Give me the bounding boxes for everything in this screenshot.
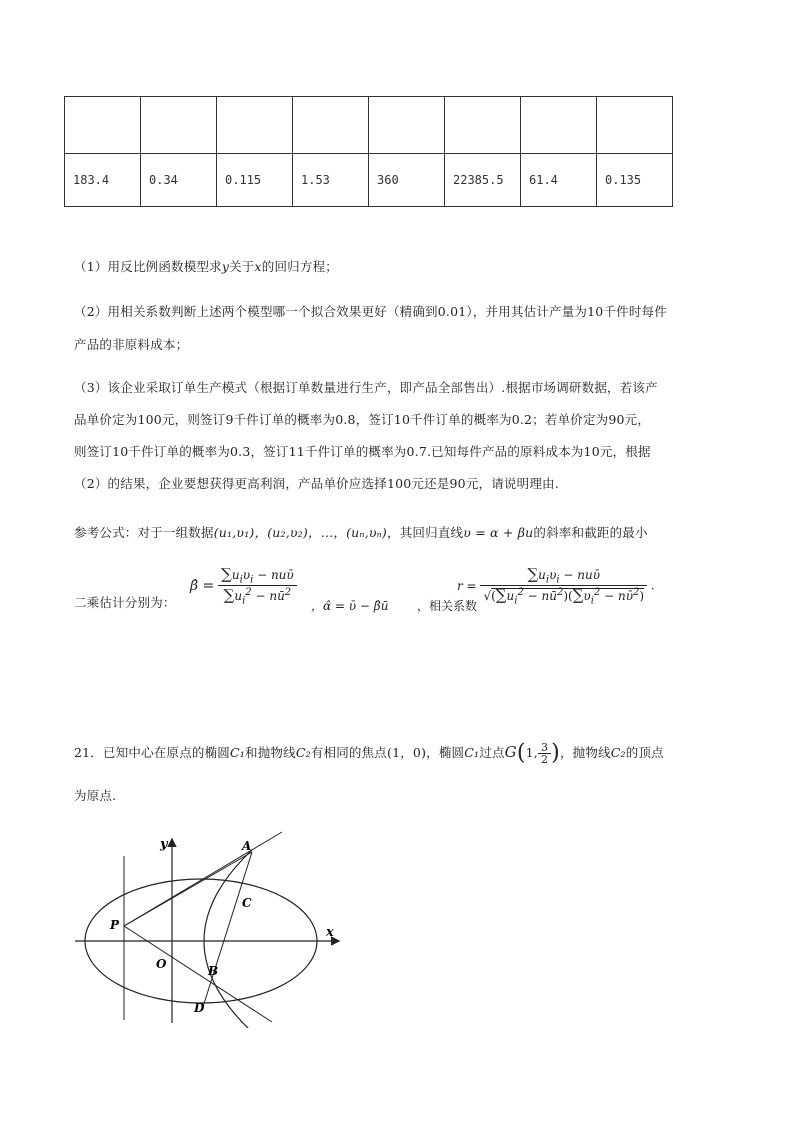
table-cell — [65, 97, 141, 154]
ellipse-parabola-figure — [60, 828, 360, 1028]
r-denominator: $√(\sum u_i^2$ − $nū^2)(\sum\upsilon_i^2$ − nῡ$^2$) — [483, 586, 645, 607]
r-label: r = — [457, 578, 477, 593]
table-cell: 1.53 — [293, 154, 369, 207]
reference-tail: 的斜率和截距的最小 — [533, 525, 648, 540]
reference-line-1 — [74, 527, 648, 540]
line-pa-inner — [124, 852, 252, 926]
table-cell — [597, 97, 673, 154]
table-value-row — [65, 154, 673, 207]
g-x: 1, — [525, 745, 538, 760]
beta-denominator: $\sum u_i^2$ − $nū^2$ — [223, 586, 292, 607]
table-cell: 183.4 — [65, 154, 141, 207]
data-table — [64, 96, 673, 207]
table-cell: 360 — [369, 154, 445, 207]
correlation-label: ，相关系数 — [417, 599, 478, 613]
question-3-line-3: 则签订10千件订单的概率为0.3，签订11千件订单的概率为0.7.已知每件产品的原料成本为10元，根据 — [74, 444, 651, 459]
label-d: D — [194, 1001, 205, 1015]
beta-hat-label: β̂ = — [190, 577, 215, 594]
table-cell — [369, 97, 445, 154]
c2-symbol: C₂ — [295, 745, 311, 760]
label-a: A — [242, 839, 252, 853]
q21-text-d: 过点 — [479, 745, 505, 760]
table-cell: 0.135 — [597, 154, 673, 207]
point-g-label: G — [504, 743, 517, 761]
r-numerator: $\sum u_i\upsilon_i$ − nuῡ — [480, 565, 647, 586]
label-o: O — [156, 957, 167, 971]
table-cell — [521, 97, 597, 154]
beta-hat-formula — [190, 565, 297, 607]
label-p: P — [110, 918, 120, 932]
reference-data-points: (u₁,υ₁)，(u₂,υ₂)，…，(uₙ,υₙ) — [213, 525, 388, 540]
g-y-num: 3 — [538, 742, 551, 754]
question-3-line-2: 品单价定为100元，则签订9千件订单的概率为0.8，签订10千件订单的概率为0.2；若单价定为90元， — [74, 412, 651, 427]
table-cell: 61.4 — [521, 154, 597, 207]
g-paren-open: ( — [516, 740, 526, 766]
g-paren-close: ) — [551, 740, 560, 766]
end-dot: . — [650, 578, 655, 593]
c2-symbol: C₂ — [610, 745, 626, 760]
reference-intro: 参考公式：对于一组数据 — [74, 525, 214, 540]
table-cell — [141, 97, 217, 154]
table-cell: 0.34 — [141, 154, 217, 207]
q21-text-b: 和抛物线 — [245, 745, 296, 760]
c1-symbol: C₁ — [230, 745, 245, 760]
c1-symbol: C₁ — [464, 745, 480, 760]
reference-middle: ，其回归直线 — [387, 525, 464, 540]
table-cell — [445, 97, 521, 154]
q21-text-c: 有相同的焦点(1，0)，椭圆 — [310, 745, 465, 760]
g-y-den: 2 — [540, 753, 549, 766]
table-cell: 22385.5 — [445, 154, 521, 207]
table-cell — [293, 97, 369, 154]
g-y-fraction — [538, 742, 551, 765]
label-c: C — [242, 896, 252, 910]
regression-line-formula: υ = α + βu — [463, 525, 534, 540]
table-cell — [217, 97, 293, 154]
correlation-formula — [457, 565, 655, 607]
alpha-hat-formula: ，α̂ = ῡ − β̂ū — [311, 599, 389, 613]
table-cell: 0.115 — [217, 154, 293, 207]
q21-text-e: ，抛物线 — [559, 745, 611, 760]
question-21-line-2: 为原点. — [74, 788, 117, 803]
question-3-line-4: （2）的结果，企业要想获得更高利润，产品单价应选择100元还是90元，请说明理由. — [74, 476, 559, 491]
question-1: （1）用反比例函数模型求𝑦关于𝑥的回归方程； — [74, 259, 338, 274]
beta-hat-fraction — [218, 565, 297, 607]
label-b: B — [208, 964, 219, 978]
beta-numerator: $\sum u_i\upsilon_i$ − nuῡ — [218, 565, 297, 586]
question-2-line-1: （2）用相关系数判断上述两个模型哪一个拟合效果更好（精确到0.01），并用其估计产量为10千件时每件 — [74, 304, 667, 319]
table-header-row — [65, 97, 673, 154]
question-3-line-1: （3）该企业采取订单生产模式（根据订单数量进行生产，即产品全部售出）.根据市场调研数据，若该产 — [74, 380, 658, 395]
question-21-line-1 — [74, 742, 664, 765]
correlation-fraction — [480, 565, 647, 607]
reference-line-2-prefix: 二乘估计分别为： — [74, 595, 176, 610]
q21-text-f: 的顶点 — [625, 745, 664, 760]
q21-text-a: 21．已知中心在原点的椭圆 — [74, 745, 231, 760]
label-x: x — [326, 925, 334, 940]
question-2-line-2: 产品的非原料成本； — [74, 337, 189, 352]
label-y: y — [160, 837, 168, 852]
